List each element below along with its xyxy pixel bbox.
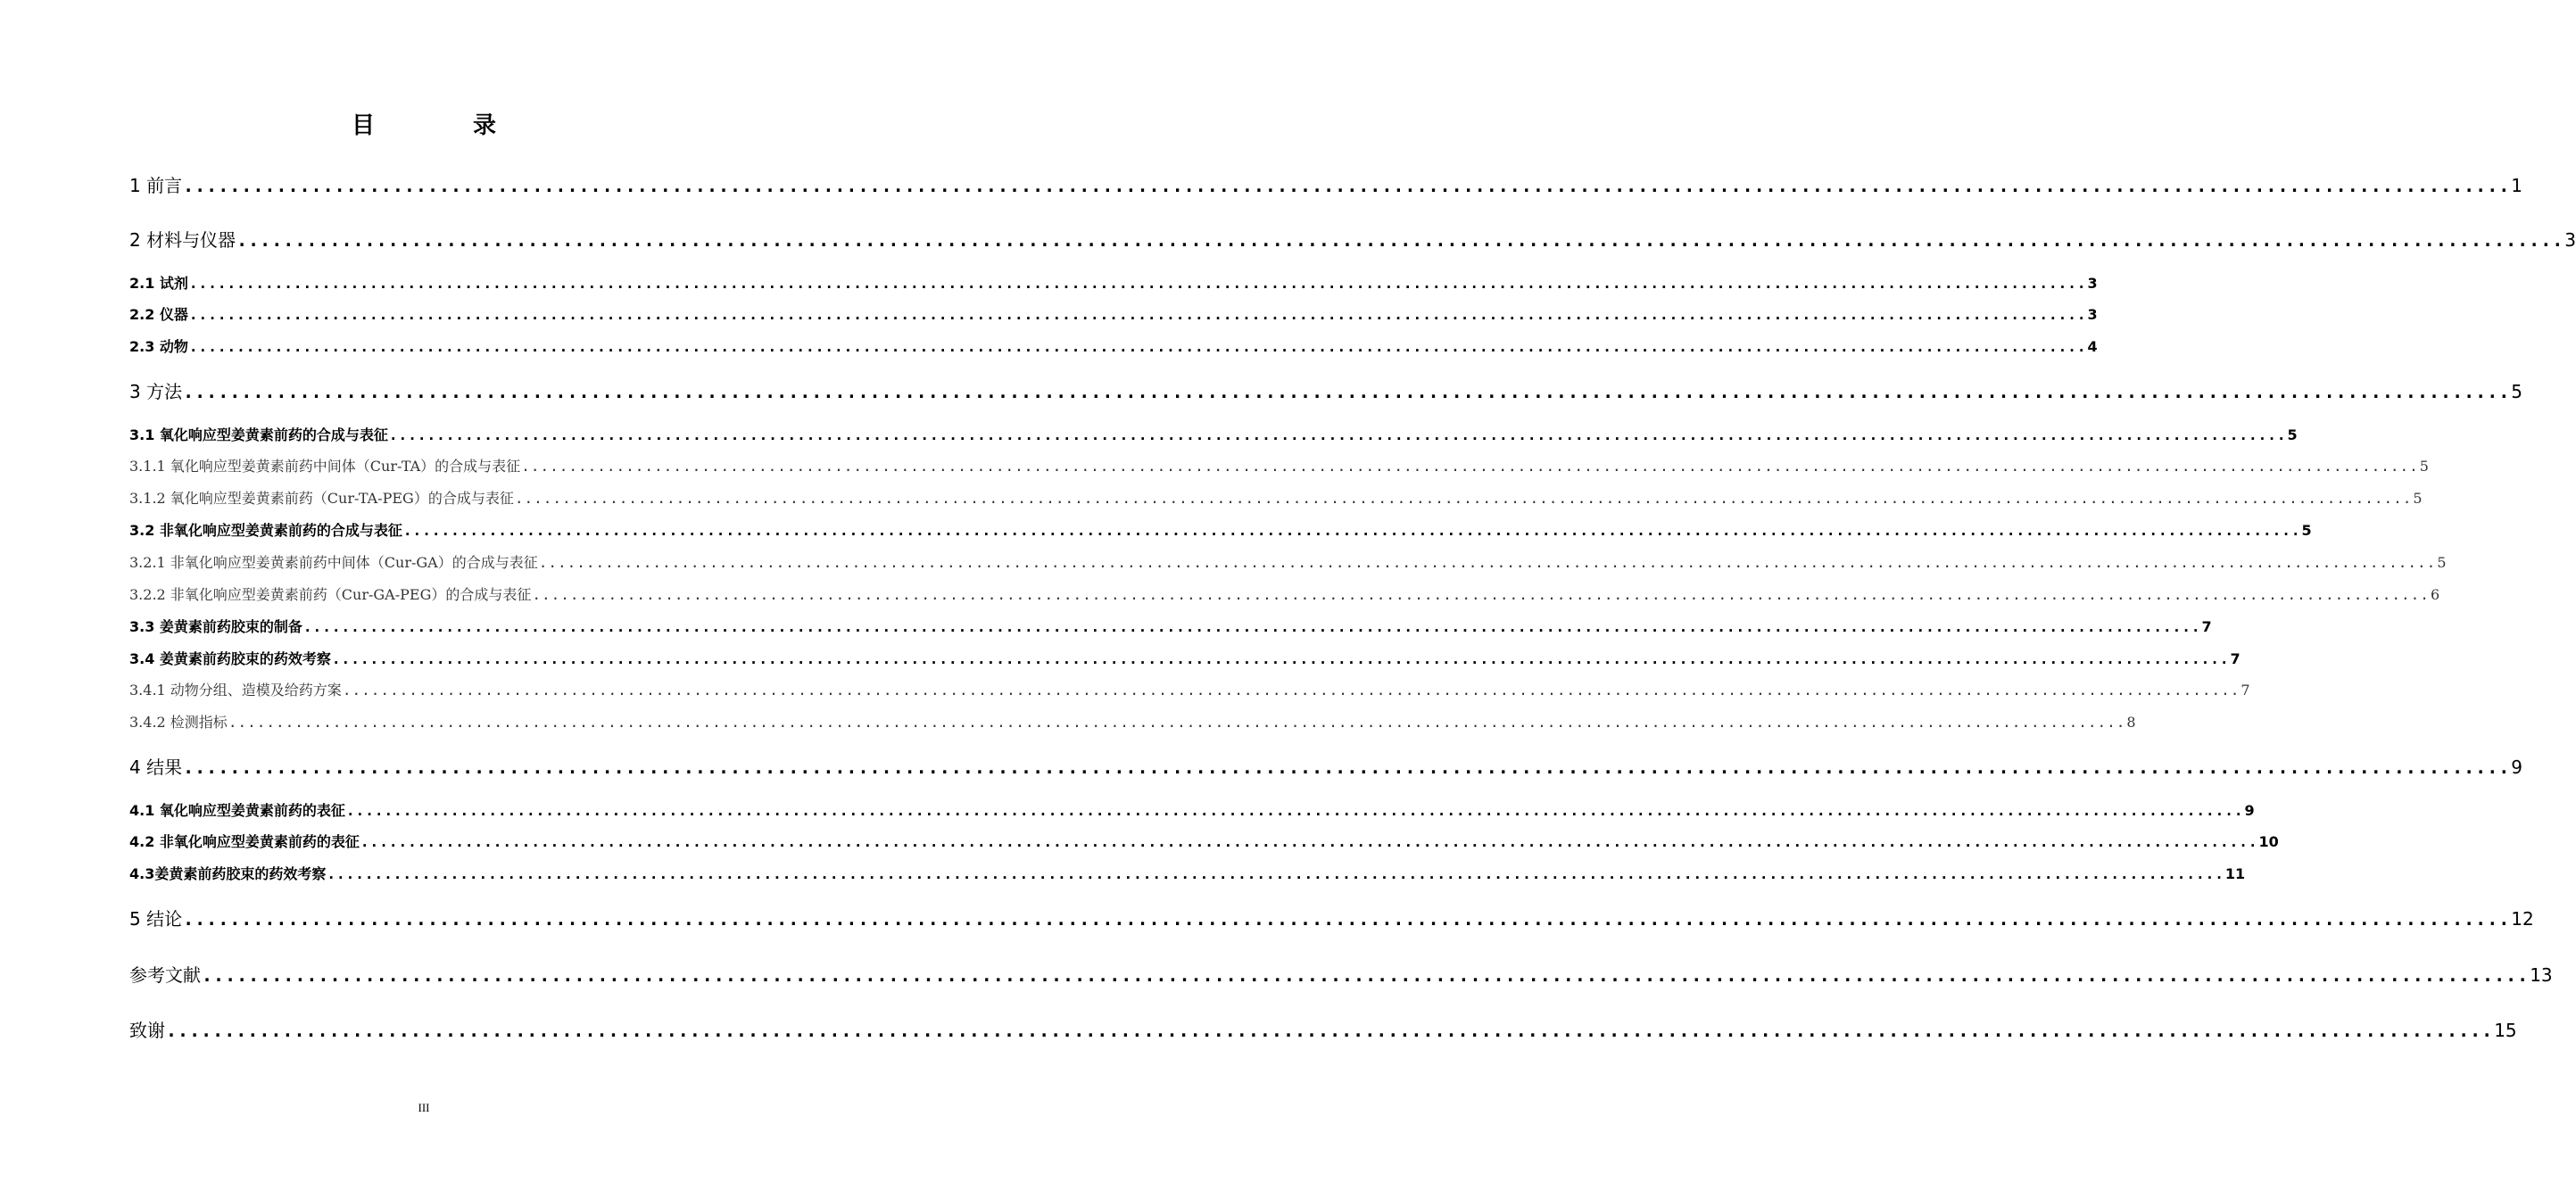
toc-entry[interactable] [129,457,2429,476]
toc-leader-dots: ........................................................................................................................................................................................................ [188,275,2087,292]
toc-leader-dots: ........................................................................................................................................................................................................ [183,908,2511,930]
toc-leader-dots: ........................................................................................................................................................................................................ [360,833,2258,850]
toc-entry-page: 5 [2419,458,2429,475]
toc-entry-label: 4.1 氧化响应型姜黄素前药的表征 [129,802,345,819]
toc-entry[interactable] [129,681,2250,700]
toc-entry[interactable] [129,617,2212,637]
toc-entry[interactable] [129,1018,2517,1043]
toc-entry[interactable] [129,713,2136,732]
toc-entry[interactable] [129,379,2523,404]
toc-entry-page: 5 [2511,381,2523,402]
toc-entry-label: 3.4.2 检测指标 [129,714,228,731]
toc-leader-dots: ........................................................................................................................................................................................................ [228,714,2126,731]
toc-entry[interactable] [129,832,2279,852]
toc-entry[interactable] [129,755,2523,780]
toc-leader-dots: ........................................................................................................................................................................................................ [345,802,2244,819]
toc-leader-dots: ........................................................................................................................................................................................................ [183,757,2511,778]
toc-entry-label: 2.3 动物 [129,338,188,355]
toc-entry-page: 3 [2087,306,2098,323]
toc-entry-label: 3.1.2 氧化响应型姜黄素前药（Cur-TA-PEG）的合成与表征 [129,490,514,507]
toc-leader-dots: ........................................................................................................................................................................................................ [538,554,2437,571]
toc-entry-page: 5 [2287,426,2298,443]
toc-entry-label: 2.1 试剂 [129,275,188,292]
toc-entry-label: 3.2 非氧化响应型姜黄素前药的合成与表征 [129,522,402,539]
toc-entry-label: 3.2.1 非氧化响应型姜黄素前药中间体（Cur-GA）的合成与表征 [129,554,538,571]
toc-leader-dots: ........................................................................................................................................................................................................ [327,865,2224,882]
toc-entry-label: 3.4.1 动物分组、造模及给药方案 [129,682,342,699]
toc-entry[interactable] [129,227,2576,252]
toc-entry[interactable] [129,426,2298,445]
toc-leader-dots: ........................................................................................................................................................................................................ [514,490,2413,507]
toc-entry-label: 参考文献 [129,964,201,986]
toc-entry[interactable] [129,489,2423,509]
toc-entry-page: 5 [2301,522,2312,539]
toc-entry-label: 2 材料与仪器 [129,229,236,251]
toc-entry[interactable] [129,173,2523,198]
toc-entry-page: 7 [2241,682,2250,699]
toc-entry[interactable] [129,801,2255,821]
toc-entry-page: 1 [2511,175,2523,196]
toc-entry-page: 5 [2413,490,2423,507]
toc-entry[interactable] [129,274,2098,294]
toc-entry[interactable] [129,963,2553,988]
toc-entry[interactable] [129,521,2312,541]
toc-entry-page: 10 [2258,833,2279,850]
toc-entry-label: 2.2 仪器 [129,306,188,323]
toc-entry-page: 3 [2564,229,2576,251]
toc-entry-page: 9 [2511,757,2523,778]
toc-entry[interactable] [129,585,2440,605]
toc-entry-label: 4.3姜黄素前药胶束的药效考察 [129,865,327,882]
toc-entry-page: 13 [2530,964,2553,986]
toc-entry-page: 15 [2494,1020,2517,1041]
toc-leader-dots: ........................................................................................................................................................................................................ [388,426,2287,443]
toc-entry[interactable] [129,337,2098,357]
toc-entry[interactable] [129,906,2534,931]
toc-leader-dots: ........................................................................................................................................................................................................ [166,1020,2494,1041]
toc-leader-dots: ........................................................................................................................................................................................................ [402,522,2301,539]
toc-entry-label: 1 前言 [129,175,183,196]
toc-entry[interactable] [129,305,2098,325]
toc-entry[interactable] [129,864,2246,884]
toc-leader-dots: ........................................................................................................................................................................................................ [236,229,2564,251]
toc-leader-dots: ........................................................................................................................................................................................................ [521,458,2419,475]
toc-entry-page: 5 [2437,554,2447,571]
toc-entry-page: 7 [2230,650,2241,667]
toc-leader-dots: ........................................................................................................................................................................................................ [183,381,2511,402]
toc-entry-label: 致谢 [129,1020,165,1041]
toc-entry-page: 12 [2511,908,2534,930]
toc-entry-page: 7 [2201,618,2212,635]
toc-leader-dots: ........................................................................................................................................................................................................ [202,964,2530,986]
toc-entry-page: 4 [2087,338,2098,355]
toc-entry-label: 4.2 非氧化响应型姜黄素前药的表征 [129,833,360,850]
toc-entry-page: 9 [2244,802,2255,819]
toc-entry-label: 5 结论 [129,908,183,930]
toc-leader-dots: ........................................................................................................................................................................................................ [183,175,2511,196]
page-title: 目 录 [351,112,534,139]
toc-entry-label: 3.1 氧化响应型姜黄素前药的合成与表征 [129,426,388,443]
toc-entry-label: 3.4 姜黄素前药胶束的药效考察 [129,650,331,667]
toc-entry-label: 3.2.2 非氧化响应型姜黄素前药（Cur-GA-PEG）的合成与表征 [129,586,532,603]
toc-entry-page: 8 [2126,714,2136,731]
toc-entry-label: 3 方法 [129,381,183,402]
toc-leader-dots: ........................................................................................................................................................................................................ [331,650,2230,667]
toc-leader-dots: ........................................................................................................................................................................................................ [188,306,2087,323]
toc-entry[interactable] [129,553,2447,573]
toc-entry-label: 3.1.1 氧化响应型姜黄素前药中间体（Cur-TA）的合成与表征 [129,458,521,475]
toc-entry-page: 6 [2430,586,2440,603]
toc-leader-dots: ........................................................................................................................................................................................................ [532,586,2430,603]
page-number: III [418,1101,430,1114]
toc-entry[interactable] [129,649,2241,669]
toc-leader-dots: ........................................................................................................................................................................................................ [302,618,2201,635]
toc-entry-label: 3.3 姜黄素前药胶束的制备 [129,618,302,635]
toc-leader-dots: ........................................................................................................................................................................................................ [188,338,2087,355]
toc-entry-label: 4 结果 [129,757,183,778]
toc-entry-page: 11 [2224,865,2246,882]
toc-leader-dots: ........................................................................................................................................................................................................ [342,682,2241,699]
toc-entry-page: 3 [2087,275,2098,292]
